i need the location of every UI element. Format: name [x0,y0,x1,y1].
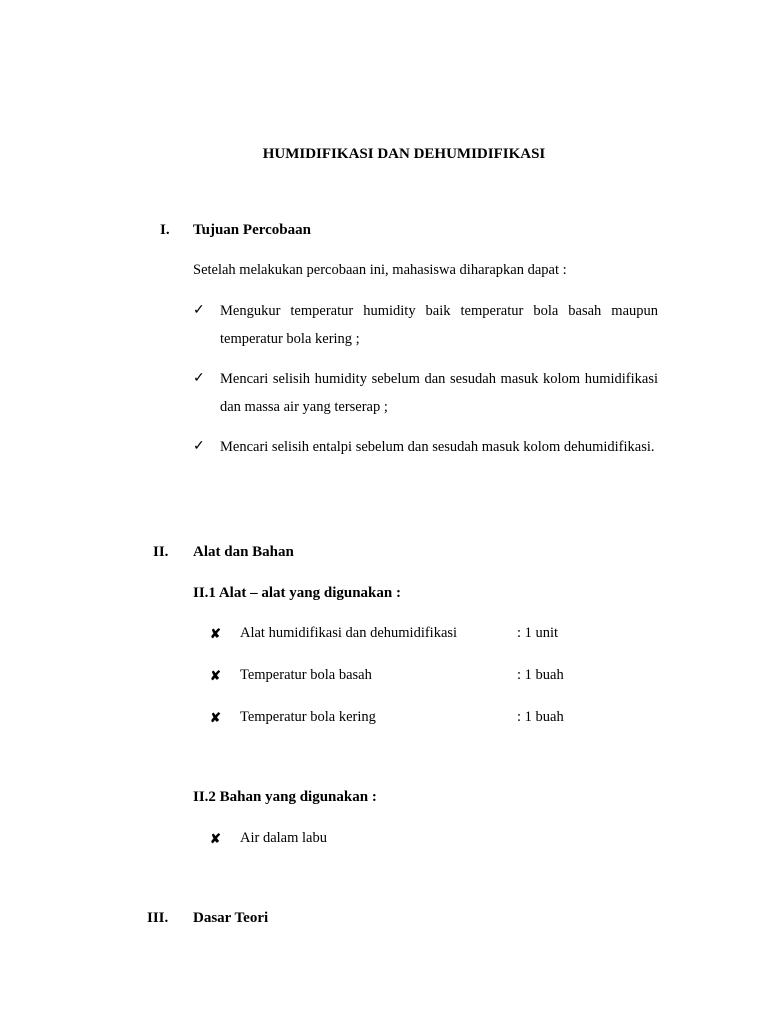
checkmark-icon: ✓ [193,439,205,454]
equipment-quantity-1: : 1 unit [517,625,559,641]
checkmark-icon: ✓ [193,371,205,386]
objective-item-3: Mencari selisih entalpi sebelum dan sesudah masuk kolom dehumidifikasi. [220,439,655,455]
equipment-name-2: Temperatur bola basah [240,667,372,683]
equipment-name-1: Alat humidifikasi dan dehumidifikasi [240,625,458,641]
objective-item-1: Mengukur temperatur humidity baik temperatur bola basah maupun temperatur bola kering ; [220,303,658,347]
cross-bullet-icon: ✘ [210,626,221,641]
section-2-numeral: II. [153,544,169,560]
checkmark-icon: ✓ [193,303,205,318]
cross-bullet-icon: ✘ [210,668,221,683]
cross-bullet-icon: ✘ [210,831,221,846]
equipment-quantity-2: : 1 buah [517,667,564,683]
document-title: HUMIDIFIKASI DAN DEHUMIDIFIKASI [262,146,546,162]
subsection-2-2-heading: II.2 Bahan yang digunakan : [193,789,377,805]
section-3-heading: Dasar Teori [193,910,269,926]
equipment-quantity-3: : 1 buah [517,709,564,725]
section-1-heading: Tujuan Percobaan [193,222,311,238]
section-3-numeral: III. [147,910,169,926]
material-name-1: Air dalam labu [240,830,327,846]
objective-item-2: Mencari selisih humidity sebelum dan sesudah masuk kolom humidifikasi dan massa air yang terserap ; [220,371,658,415]
section-2-heading: Alat dan Bahan [193,544,294,560]
section-1-numeral: I. [160,222,170,238]
section-1-intro: Setelah melakukan percobaan ini, mahasiswa diharapkan dapat : [193,262,567,278]
subsection-2-1-heading: II.1 Alat – alat yang digunakan : [193,585,401,601]
equipment-name-3: Temperatur bola kering [240,709,376,725]
cross-bullet-icon: ✘ [210,710,221,725]
